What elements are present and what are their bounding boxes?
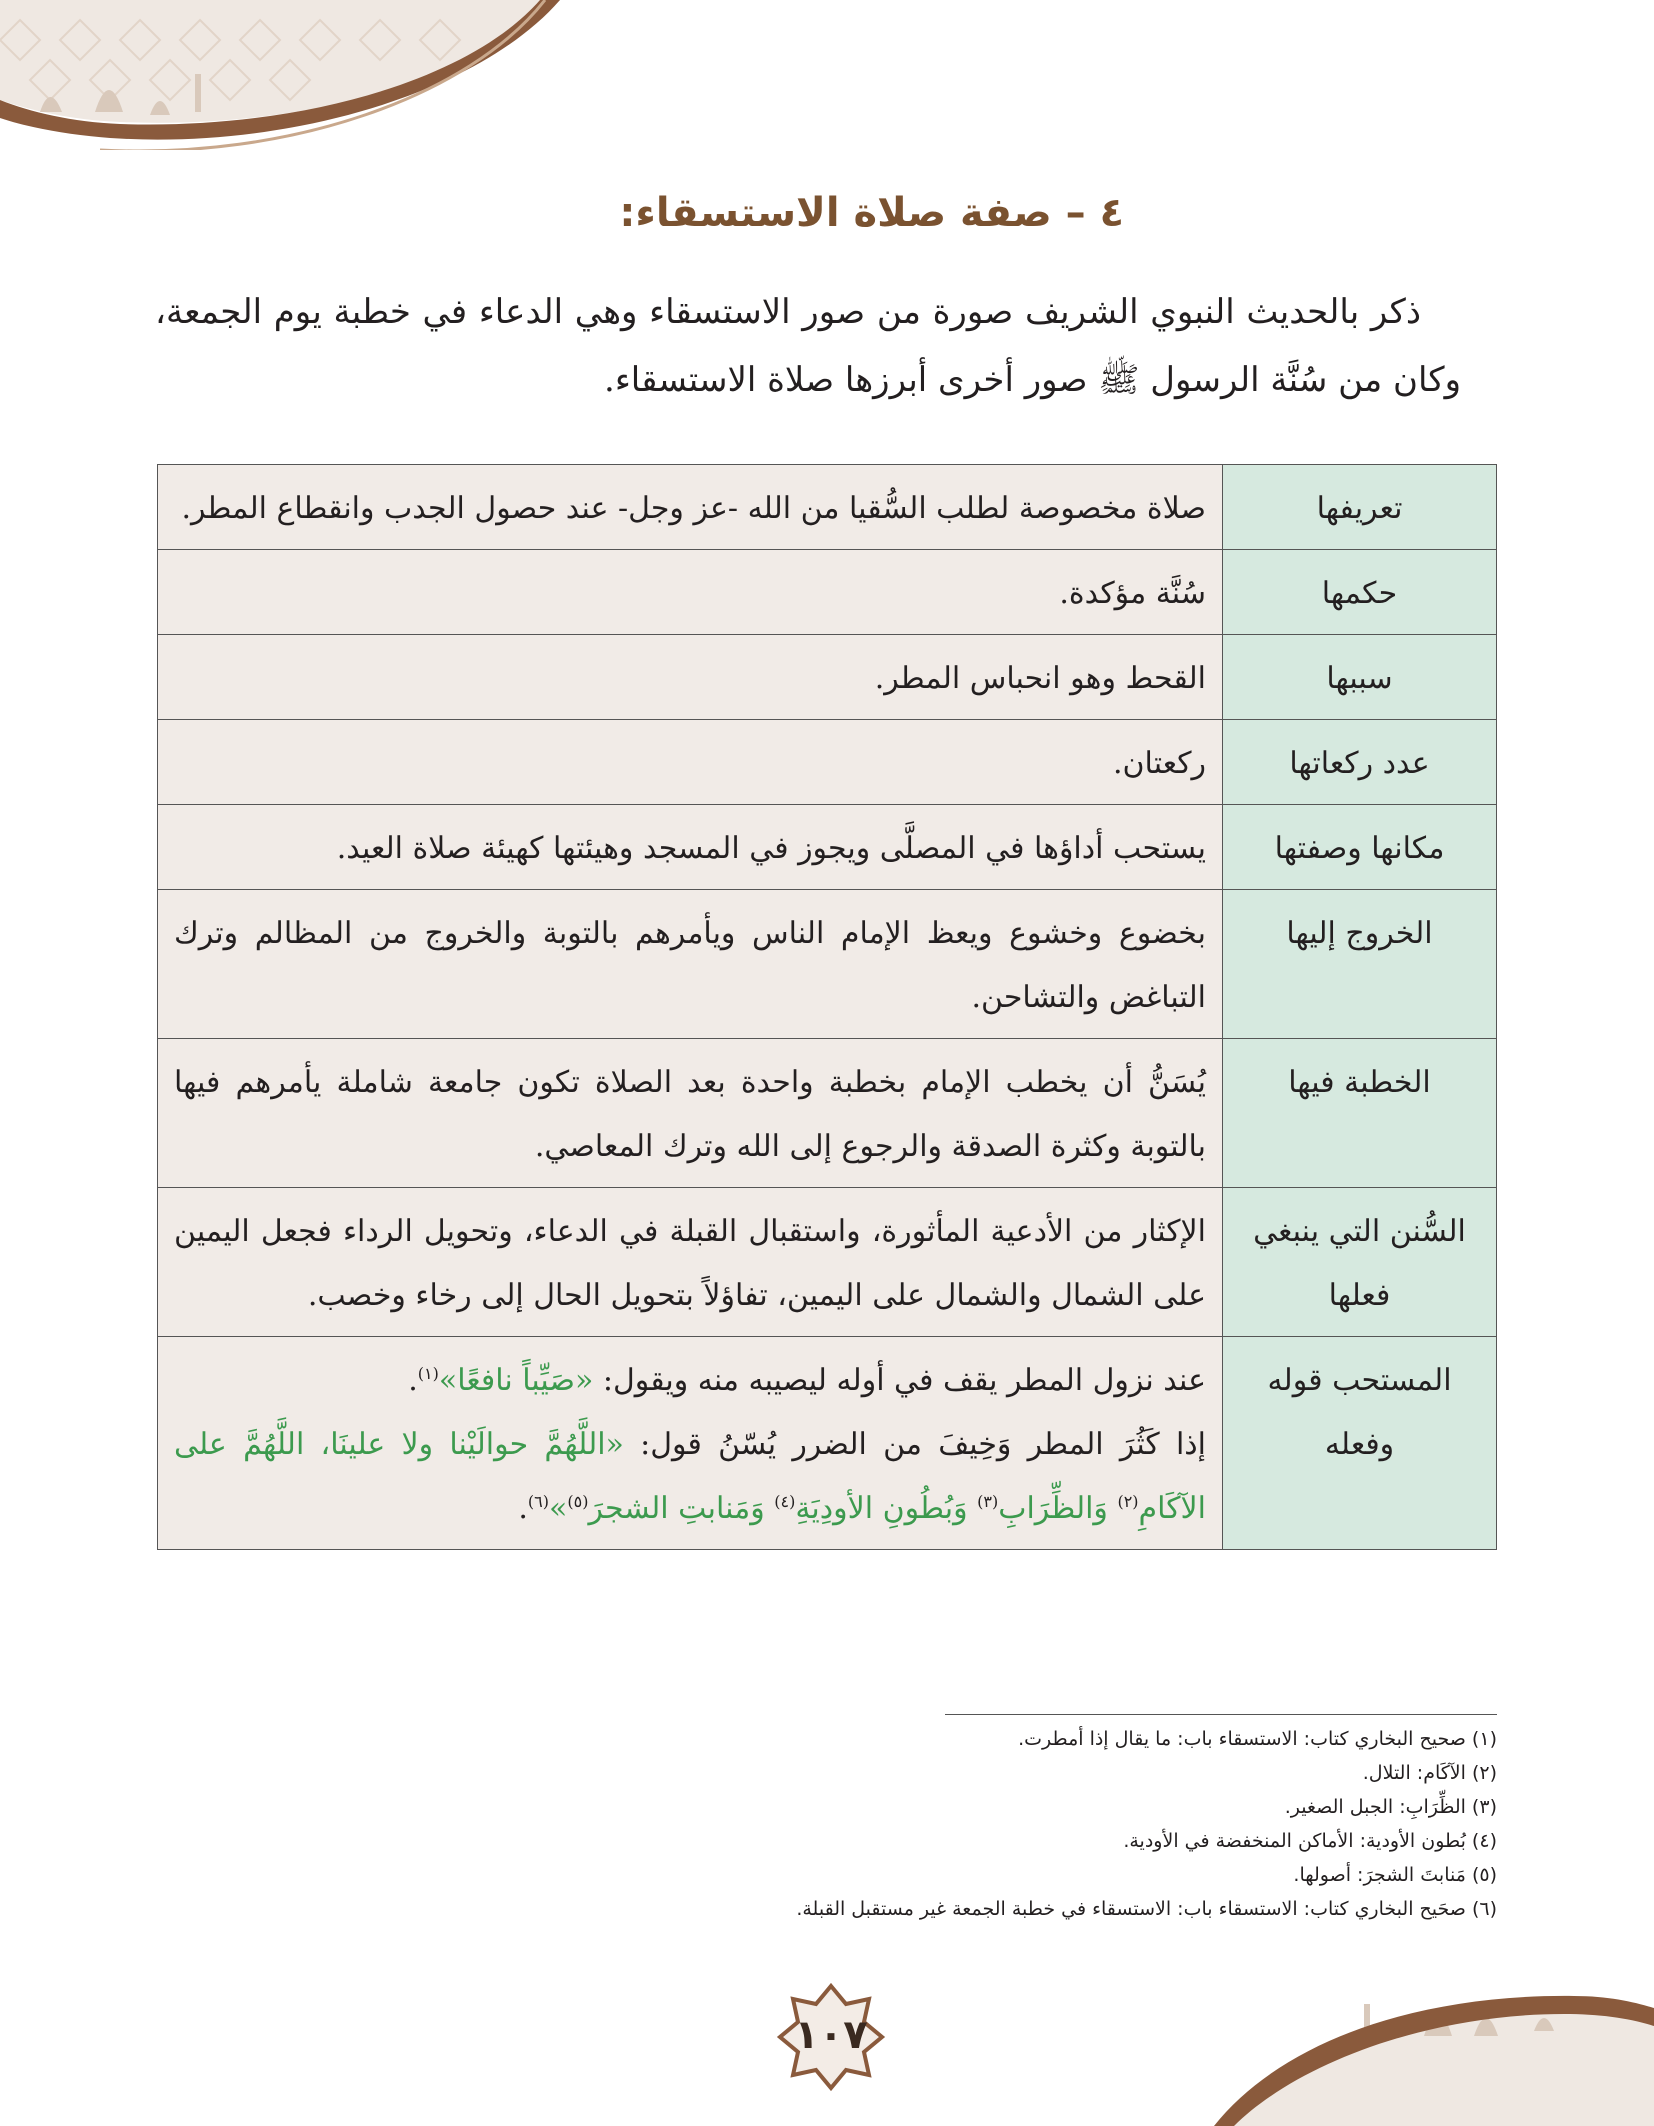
row-label: مكانها وصفتها [1223,805,1497,890]
row-label: المستحب قوله وفعله [1223,1337,1497,1550]
row-label: السُّنن التي ينبغي فعلها [1223,1188,1497,1337]
footnote-item: (٦) صحَيح البخاري كتاب: الاستسقاء باب: الاستسقاء في خطبة الجمعة غير مستقبل القبلة. [796,1898,1497,1920]
row-content [158,1337,1223,1550]
row-content: ركعتان. [158,720,1223,805]
quote-text: وَبُطُونِ الأودِيَةِ [795,1491,978,1526]
row-content: يُسَنُّ أن يخطب الإمام بخطبة واحدة بعد الصلاة تكون جامعة شاملة يأمرهم فيها بالتوبة وكثرة الصدقة والرجوع إلى الله وترك المعاصي. [158,1039,1223,1188]
row-content: صلاة مخصوصة لطلب السُّقيا من الله -عز وجل- عند حصول الجدب وانقطاع المطر. [158,465,1223,550]
quote-text: » [548,1491,568,1526]
rain-dua-line [174,1349,1206,1413]
line-text: إذا كَثُرَ المطر وَخِيفَ من الضرر يُسّنُ قول: [623,1427,1206,1462]
footnote-item: (٥) مَنابتَ الشجرَ: أصولها. [1293,1864,1497,1886]
footnote-ref: (١) [417,1364,439,1383]
row-content: سُنَّة مؤكدة. [158,550,1223,635]
footnote-item: (٤) بُطون الأودية: الأماكن المنخفضة في الأودية. [1123,1830,1497,1852]
row-label: تعريفها [1223,465,1497,550]
section-heading: ٤ – صفة صلاة الاستسقاء: [619,190,1124,236]
intro-paragraph [155,278,1461,414]
table-row [158,805,1497,890]
corner-ornament-bottom [1214,1976,1654,2126]
row-content: يستحب أداؤها في المصلَّى ويجوز في المسجد وهيئتها كهيئة صلاة العيد. [158,805,1223,890]
table-row-last [158,1337,1497,1550]
footnote-item: (١) صحيح البخاري كتاب: الاستسقاء باب: ما يقال إذا أمطرت. [1018,1728,1497,1750]
row-label: الخروج إليها [1223,890,1497,1039]
row-content: الإكثار من الأدعية المأثورة، واستقبال القبلة في الدعاء، وتحويل الرداء فجعل اليمين على الشمال والشمال على اليمين، تفاؤلاً بتحويل الحال إلى رخاء وخصب. [158,1188,1223,1337]
footnote-ref: (٦) [527,1492,549,1511]
prayer-info-table [157,464,1497,1550]
footnotes [600,1722,1497,1926]
heavy-rain-dua-line [174,1413,1206,1541]
line-text: عند نزول المطر يقف في أوله ليصيبه منه ويقول: [593,1363,1206,1398]
footnote-ref: (٤) [774,1492,796,1511]
footnote-ref: (٢) [1117,1492,1139,1511]
page-number: ١٠٧ [794,2012,868,2058]
line-end: . [518,1491,528,1526]
row-label: عدد ركعاتها [1223,720,1497,805]
footnote-item: (٢) الآكَام: التلال. [1362,1762,1497,1784]
table-row [158,890,1497,1039]
row-label: سببها [1223,635,1497,720]
row-content: القحط وهو انحباس المطر. [158,635,1223,720]
quote-text: «صَيِّباً نافعًا» [438,1363,594,1398]
line-end: . [408,1363,418,1398]
footnote-ref: (٥) [567,1492,589,1511]
quote-text: وَمَنابتِ الشجرَ [588,1491,775,1526]
intro-text: ذكر بالحديث النبوي الشريف صورة من صور الاستسقاء وهي الدعاء في خطبة يوم الجمعة، وكان من سُنَّة الرسول ﷺ صور أخرى أبرزها صلاة الاستسقاء. [155,292,1461,400]
footnote-item: (٣) الظِّرَابِ: الجبل الصغير. [1284,1796,1497,1818]
quote-text: «اللَّهُمَّ حوالَيْنا ولا علينَا، اللَّهُمَّ على الآكَامِ [174,1427,1206,1526]
table-row [158,720,1497,805]
table-row [158,635,1497,720]
row-content: بخضوع وخشوع ويعظ الإمام الناس ويأمرهم بالتوبة والخروج من المظالم وترك التباغض والتشاحن. [158,890,1223,1039]
table-row [158,550,1497,635]
table-row [158,1188,1497,1337]
footnote-divider [945,1714,1497,1715]
row-label: الخطبة فيها [1223,1039,1497,1188]
quote-text: وَالظِّرَابِ [998,1491,1118,1526]
corner-ornament-top [0,0,560,150]
row-label: حكمها [1223,550,1497,635]
footnote-ref: (٣) [977,1492,999,1511]
table-row [158,1039,1497,1188]
table-row [158,465,1497,550]
